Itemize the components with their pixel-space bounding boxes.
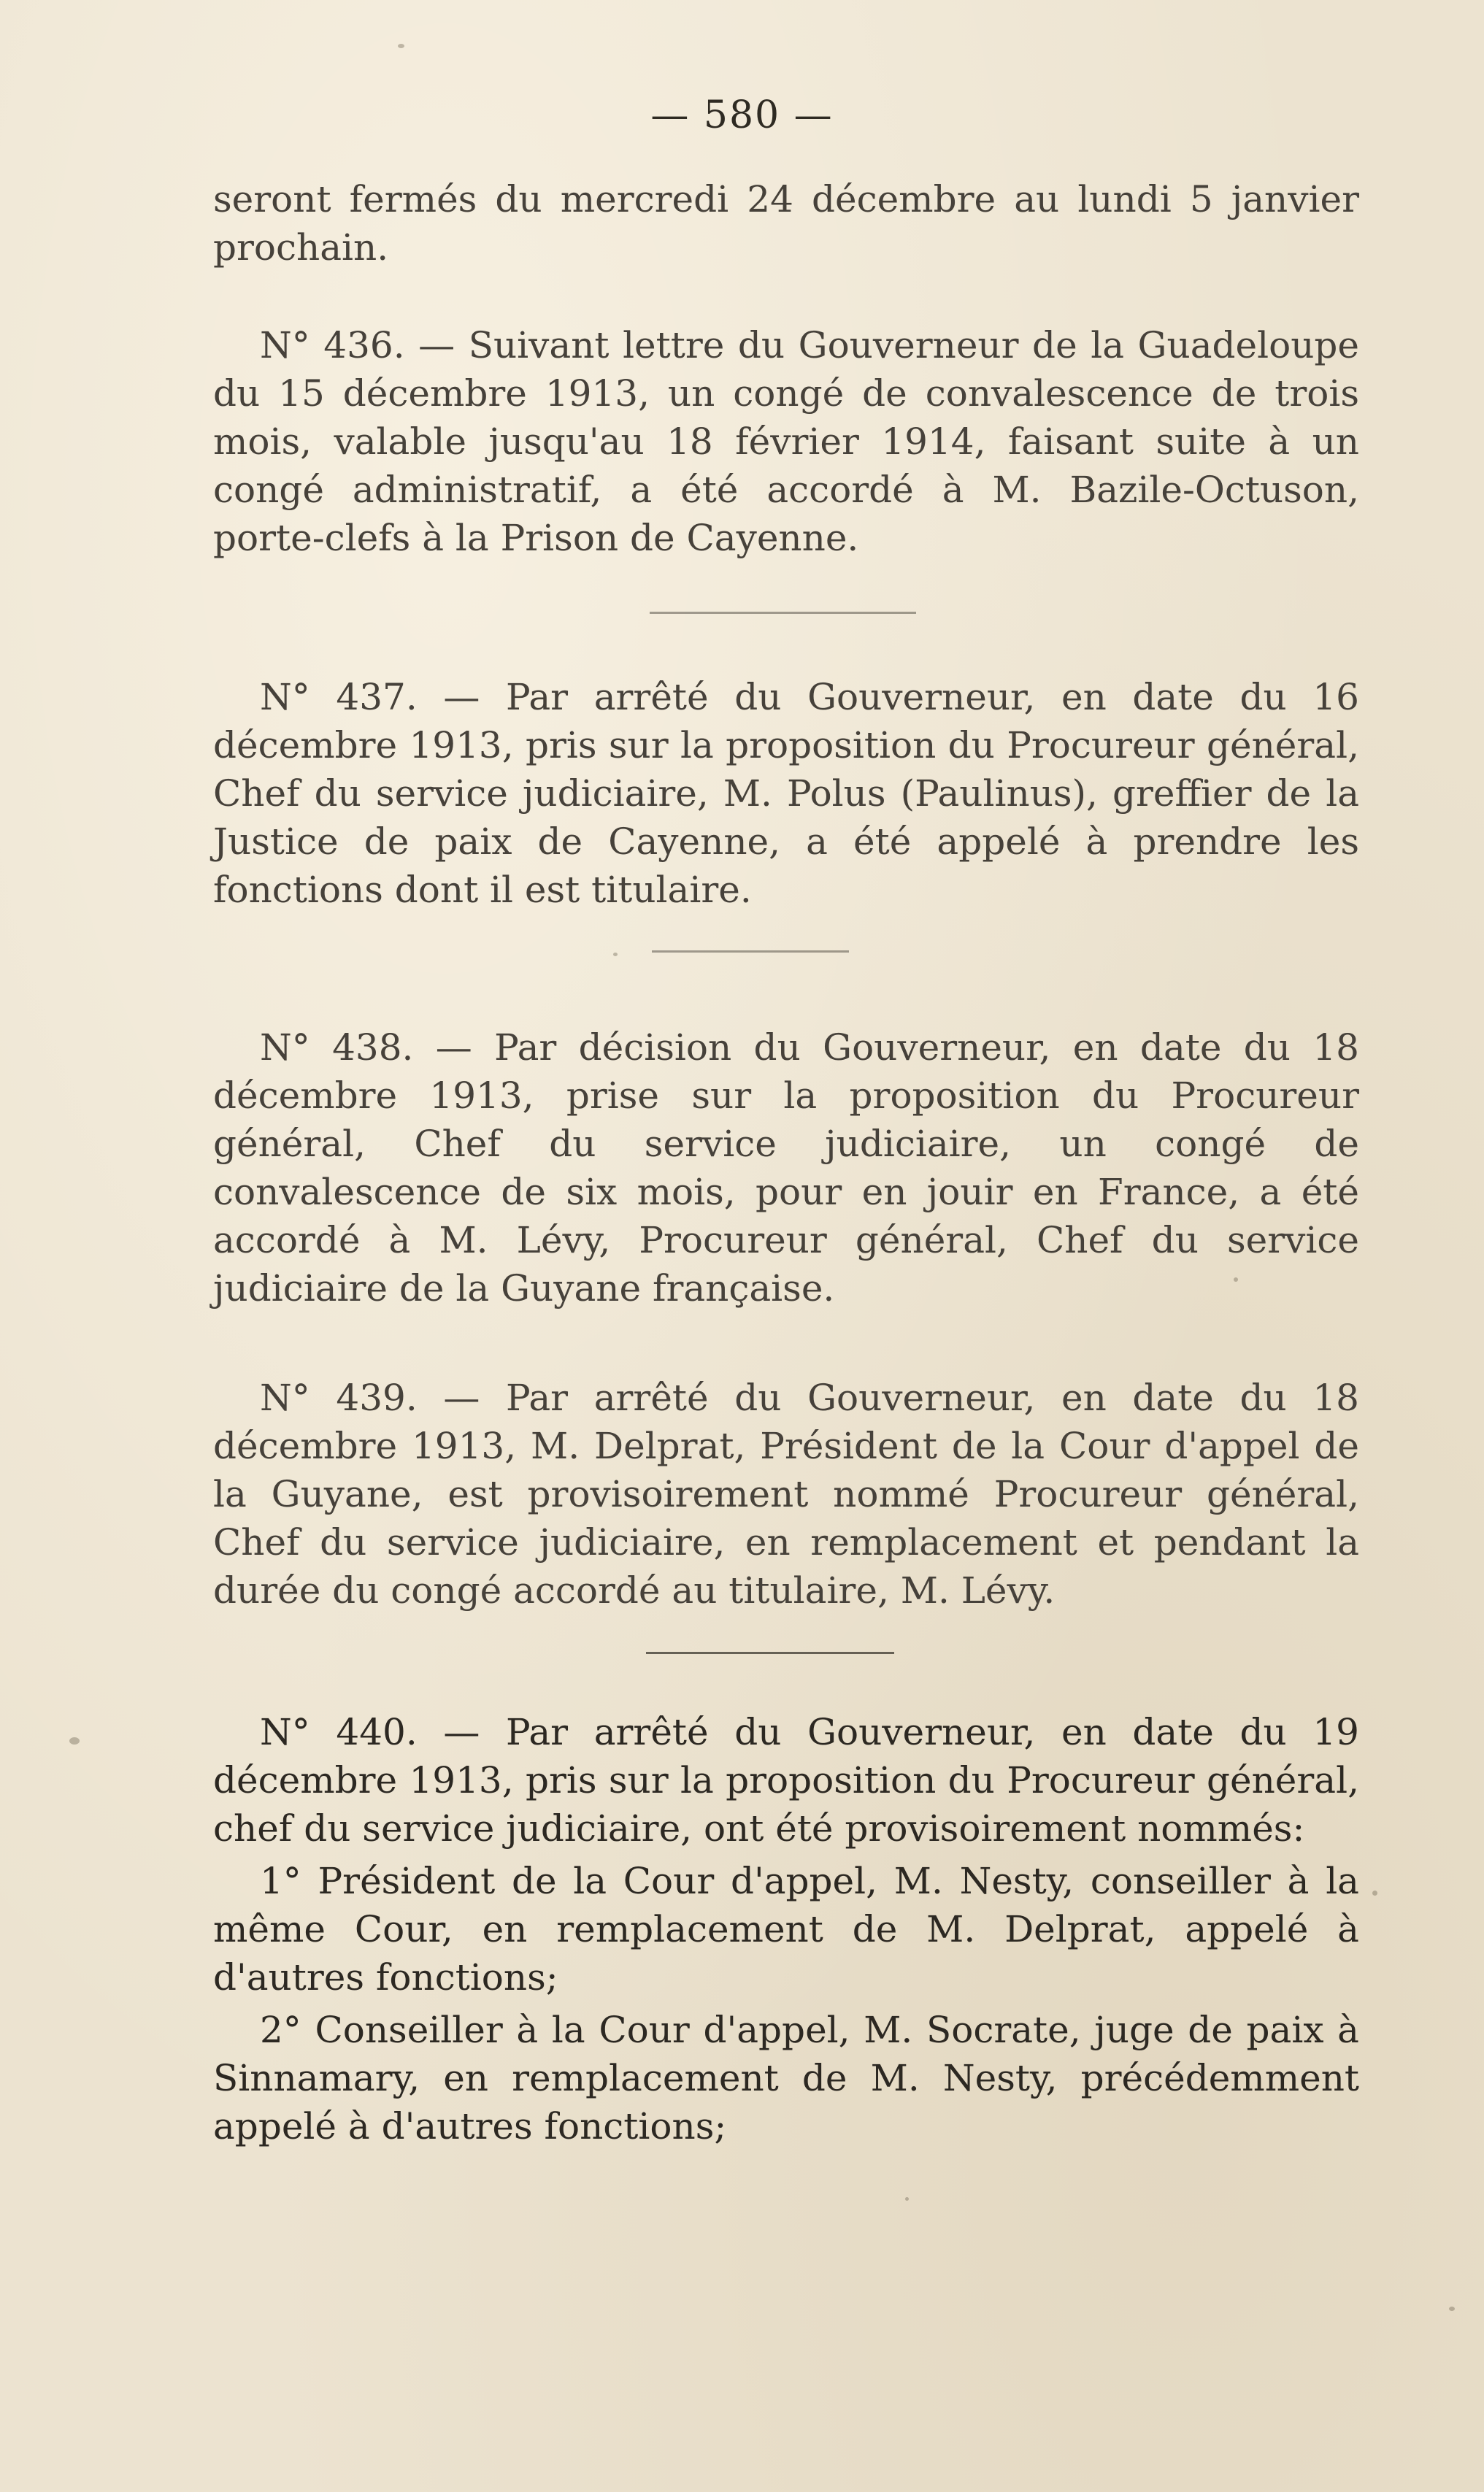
paragraph-no-437 xyxy=(213,673,1359,914)
paragraph-text: N° 437. — Par arrêté du Gouverneur, en date du 16 décembre 1913, pris sur la proposition du Procureur général, Chef du service judiciaire, M. Polus (Paulinus), greffier de la Justice de paix de Cayenne, a été appelé à prendre les fonctions dont il est titulaire. xyxy=(213,676,1359,911)
paragraph-text: N° 439. — Par arrêté du Gouverneur, en date du 18 décembre 1913, M. Delprat, Président de la Cour d'appel de la Guyane, est provisoirement nommé Procureur général, Chef du service judiciaire, en remplacement et pendant la durée du congé accordé au titulaire, M. Lévy. xyxy=(213,1377,1359,1612)
paragraph-text: N° 436. — Suivant lettre du Gouverneur de la Guadeloupe du 15 décembre 1913, un congé de convalescence de trois mois, valable jusqu'au 18 février 1914, faisant suite à un congé administratif, a été accordé à M. Bazile-Octuson, porte-clefs à la Prison de Cayenne. xyxy=(213,324,1359,559)
paragraph-text: N° 440. — Par arrêté du Gouverneur, en date du 19 décembre 1913, pris sur la proposition du Procureur général, chef du service judiciaire, ont été provisoirement nommés: xyxy=(213,1711,1359,1850)
paragraph-no-439 xyxy=(213,1374,1359,1615)
paper-speck xyxy=(69,1737,80,1745)
separator-rule xyxy=(646,1652,894,1654)
separator-rule xyxy=(650,612,916,614)
paragraph-no-438 xyxy=(213,1023,1359,1312)
paper-speck xyxy=(905,2197,909,2201)
paper-speck xyxy=(398,44,404,48)
separator-rule xyxy=(652,950,849,953)
paper-speck xyxy=(613,953,618,956)
paragraph-continuation xyxy=(213,175,1359,272)
paragraph-text: N° 438. — Par décision du Gouverneur, en date du 18 décembre 1913, prise sur la proposition du Procureur général, Chef du service judiciaire, un congé de convalescence de six mois, pour en jouir en France, a été accordé à M. Lévy, Procureur général, Chef du service judiciaire de la Guyane française. xyxy=(213,1026,1359,1310)
paragraph-no-436 xyxy=(213,321,1359,562)
paper-speck xyxy=(1449,2307,1455,2311)
paragraph-no-440 xyxy=(213,1708,1359,2150)
paper-speck xyxy=(1372,1891,1377,1896)
list-item: 2° Conseiller à la Cour d'appel, M. Socrate, juge de paix à Sinnamary, en remplacement de M. Nesty, précédemment appelé à d'autres fonctions; xyxy=(213,2009,1359,2147)
list-item: 1° Président de la Cour d'appel, M. Nesty, conseiller à la même Cour, en remplacement de M. Delprat, appelé à d'autres fonctions; xyxy=(213,1860,1359,1999)
paragraph-text: seront fermés du mercredi 24 décembre au lundi 5 janvier prochain. xyxy=(213,178,1359,269)
page-number: — 580 — xyxy=(650,93,834,137)
